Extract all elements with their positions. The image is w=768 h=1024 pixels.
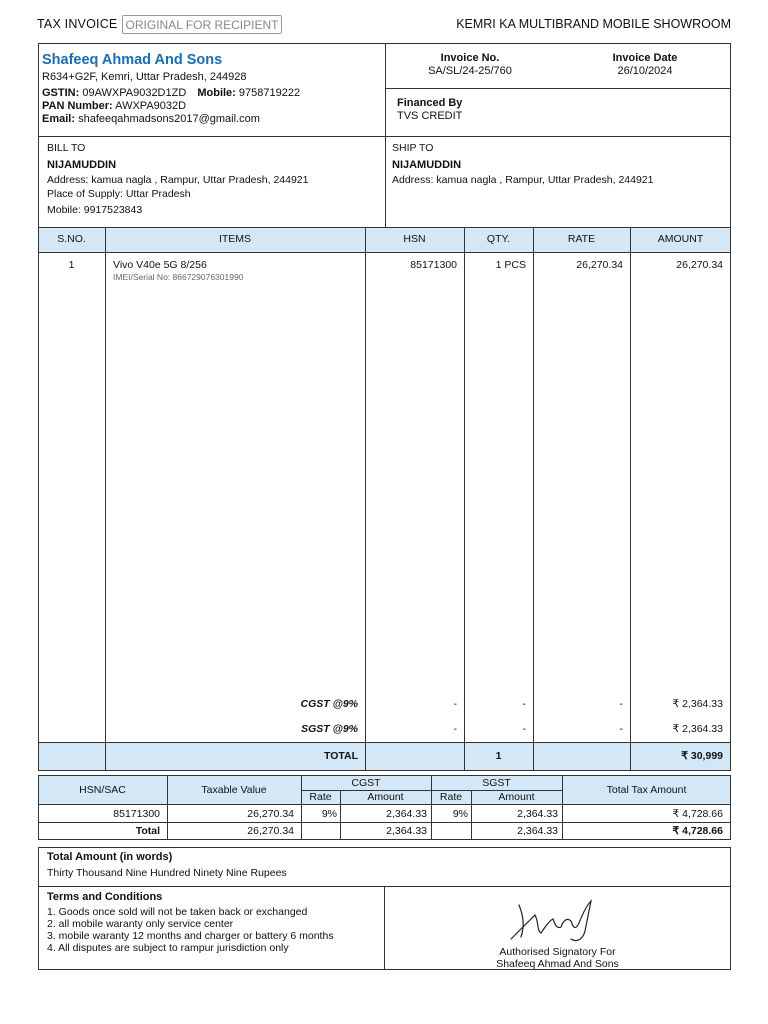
tax-total-sgst: 2,364.33 [517,825,558,837]
amount-words-label: Total Amount (in words) [47,851,173,863]
invoice-date-value: 26/10/2024 [617,65,673,77]
bill-to-address-row [47,174,309,186]
terms-heading: Terms and Conditions [47,891,163,903]
bill-address-label: Address: [47,174,89,186]
total-label: TOTAL [323,750,358,762]
email-value: shafeeqahmadsons2017@gmail.com [78,113,260,125]
col-amount: AMOUNT [657,233,704,245]
cgst-hsn: - [453,698,457,710]
pos-value: Uttar Pradesh [125,188,191,200]
invoice-no-label: Invoice No. [440,52,500,64]
tax-row-cgst-rate: 9% [321,808,337,820]
document-title: TAX INVOICE [37,17,118,31]
tax-row-sgst-rate: 9% [452,808,468,820]
tax-total-label: Total [135,825,160,837]
tax-h-cgst-amount: Amount [367,791,404,803]
tax-h-cgst: CGST [351,777,381,789]
item-qty: 1 PCS [495,259,526,271]
col-rate: RATE [567,233,596,245]
terms-line-1: 1. Goods once sold will not be taken back or exchanged [47,906,308,918]
items-table [38,227,731,771]
seller-email-row [42,113,260,125]
sgst-hsn: - [453,723,457,735]
signature-image [505,893,605,945]
gstin-label: GSTIN: [42,87,80,99]
ship-address-value: kamua nagla , Rampur, Uttar Pradesh, 244921 [436,174,654,186]
sgst-rate: - [619,723,623,735]
sgst-label: SGST @9% [301,723,358,735]
bill-to-name: NIJAMUDDIN [47,159,117,171]
original-badge: ORIGINAL FOR RECIPIENT [122,15,282,34]
tax-h-hsn: HSN/SAC [79,784,126,796]
ship-to-address-row [392,174,654,186]
ship-to-heading: SHIP TO [392,142,434,154]
seller-address: R634+G2F, Kemri, Uttar Pradesh, 244928 [42,71,247,83]
signatory-line-2: Shafeeq Ahmad And Sons [496,958,619,970]
terms-line-4: 4. All disputes are subject to rampur jurisdiction only [47,942,289,954]
item-rate: 26,270.34 [576,259,623,271]
pan-label: PAN Number: [42,100,113,112]
tax-h-sgst-rate: Rate [439,791,463,803]
total-amount: ₹ 30,999 [681,750,723,762]
item-hsn: 85171300 [410,259,457,271]
signatory-line-1: Authorised Signatory For [499,946,616,958]
seller-pan-row [42,100,186,112]
bill-mobile-value: 9917523843 [83,204,143,216]
bill-mobile-label: Mobile: [47,204,81,216]
invoice-no-value: SA/SL/24-25/760 [428,65,512,77]
bill-to-heading: BILL TO [47,142,86,154]
pan-value: AWXPA9032D [115,100,187,112]
invoice-date-label: Invoice Date [612,52,678,64]
email-label: Email: [42,113,76,125]
financed-by-value: TVS CREDIT [397,110,463,122]
pos-label: Place of Supply: [47,188,123,200]
seller-mobile-label: Mobile: [197,87,236,99]
item-name: Vivo V40e 5G 8/256 [113,259,207,271]
tax-h-cgst-rate: Rate [309,791,332,803]
seller-mobile-value: 9758719222 [238,87,301,99]
sgst-amount: ₹ 2,364.33 [672,723,723,735]
item-sno: 1 [68,259,75,271]
sgst-qty: - [522,723,526,735]
tax-row-sgst-amount: 2,364.33 [517,808,558,820]
col-items: ITEMS [218,233,252,245]
tax-total-cgst: 2,364.33 [386,825,427,837]
tax-row-cgst-amount: 2,364.33 [386,808,427,820]
tax-total-amount: ₹ 4,728.66 [672,825,723,837]
terms-line-3: 3. mobile waranty 12 months and charger or battery 6 months [47,930,334,942]
cgst-rate: - [619,698,623,710]
bill-address-value: kamua nagla , Rampur, Uttar Pradesh, 244921 [91,174,309,186]
item-amount: 26,270.34 [676,259,723,271]
financed-by-label: Financed By [397,97,463,109]
cgst-qty: - [522,698,526,710]
tax-row-taxable: 26,270.34 [247,808,294,820]
ship-to-name: NIJAMUDDIN [392,159,462,171]
bill-mobile-row [47,204,142,216]
total-qty: 1 [495,750,502,762]
seller-gstin-row [42,87,300,99]
tax-h-sgst: SGST [482,777,511,789]
terms-line-2: 2. all mobile waranty only service center [47,918,234,930]
tax-h-total: Total Tax Amount [606,784,687,796]
tax-total-taxable: 26,270.34 [247,825,294,837]
item-imei: IMEI/Serial No: 866729076301990 [113,272,244,282]
tax-h-taxable: Taxable Value [201,784,267,796]
cgst-label: CGST @9% [300,698,358,710]
cgst-amount: ₹ 2,364.33 [672,698,723,710]
amount-words-value: Thirty Thousand Nine Hundred Ninety Nine Rupees [47,867,287,879]
col-qty: QTY. [486,233,511,245]
gstin-value: 09AWXPA9032D1ZD [82,87,187,99]
col-hsn: HSN [403,233,426,245]
tax-h-sgst-amount: Amount [498,791,535,803]
ship-address-label: Address: [392,174,434,186]
tax-row-total: ₹ 4,728.66 [672,808,723,820]
col-sno: S.NO. [57,233,86,245]
showroom-name: KEMRI KA MULTIBRAND MOBILE SHOWROOM [456,17,731,31]
seller-name: Shafeeq Ahmad And Sons [42,52,223,68]
tax-row-hsn: 85171300 [113,808,160,820]
place-of-supply-row [47,188,191,200]
